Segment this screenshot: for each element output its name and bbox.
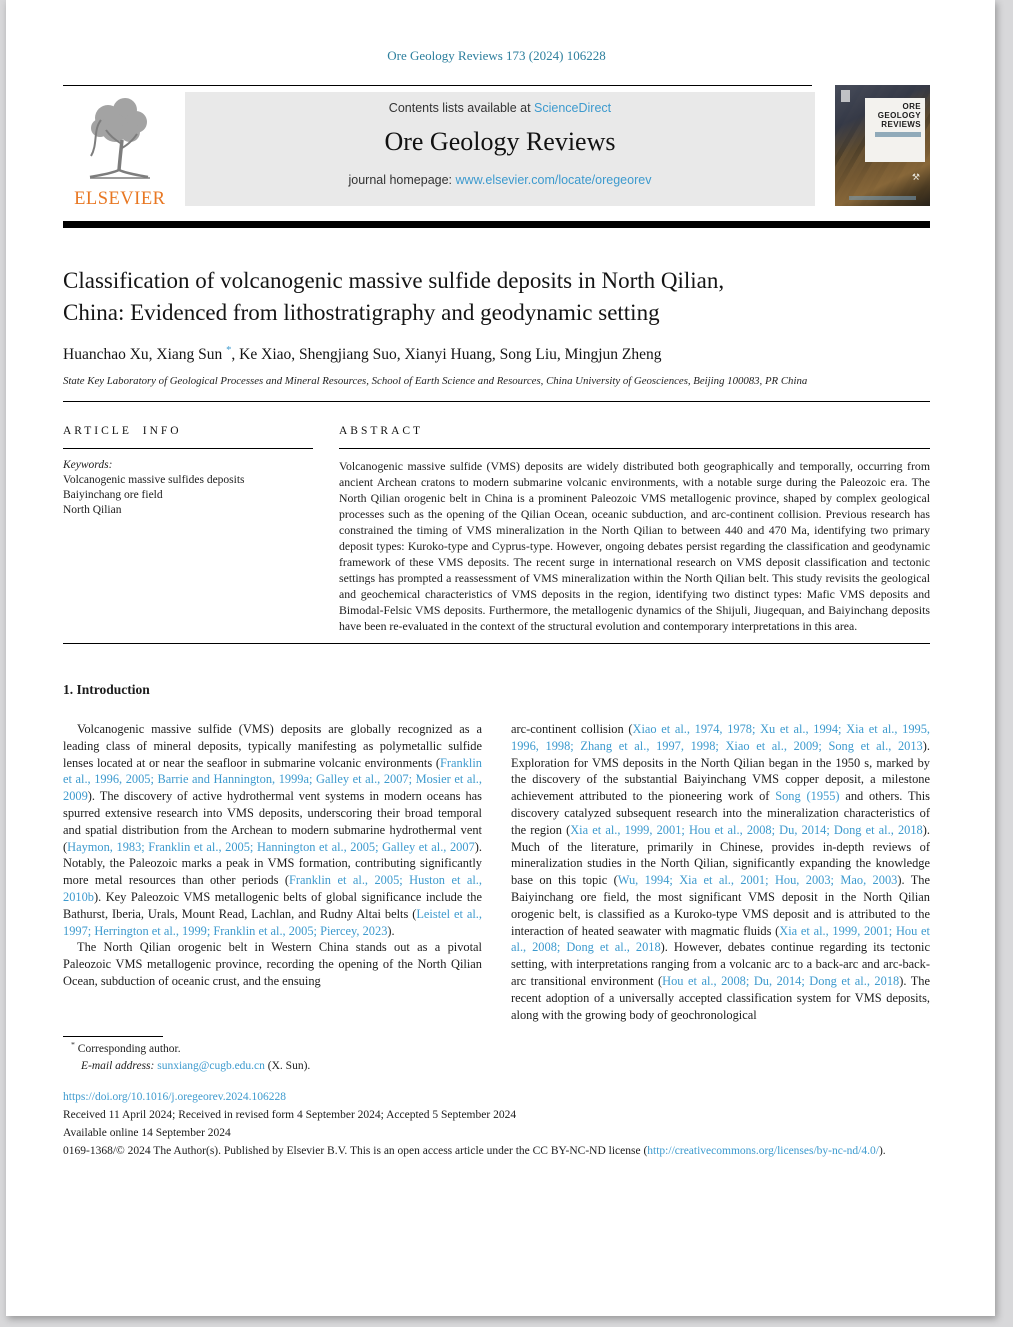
text-segment: ). Exploration for VMS deposits in the North Qilian began in the 1950 s, marked by the discovery of the substantial Baiyinchang VMS copper deposit, a milestone achievement attributed to the pioneering work of [511, 738, 930, 804]
body-text-columns [63, 721, 930, 1023]
inline-link[interactable]: Xia et al., 1999, 2001; Hou et al., 2008; Du, 2014; Dong et al., 2018 [570, 822, 923, 837]
text-segment: ). The recent adoption of a universally accepted classification system for VMS deposits, along with the growing body of geochronological [511, 973, 930, 1022]
cover-publisher-mark [841, 90, 850, 102]
doi-link[interactable]: https://doi.org/10.1016/j.oregeorev.2024.106228 [63, 1091, 286, 1104]
text-segment: ). Much of the literature, primarily in Chinese, provides in-depth reviews of mineralization studies in the North Qilian, significantly expanding the knowledge base on this topic ( [511, 822, 930, 888]
intro-paragraph-continued [511, 721, 930, 1023]
cover-footer-strip [849, 196, 916, 200]
inline-link[interactable]: Wu, 1994; Xia et al., 2001; Hou, 2003; Mao, 2003 [617, 873, 898, 888]
text-segment: ). However, debates continue regarding its tectonic setting, with interpretations ranging from a volcanic arc to a back-arc and arc-back-arc transitional environment ( [511, 940, 930, 988]
received-dates-line: Received 11 April 2024; Received in revised form 4 September 2024; Accepted 5 September 2024 [63, 1109, 517, 1122]
inline-link[interactable]: Xiao et al., 1974, 1978; Xu et al., 1994; Xia et al., 1995, 1996, 1998; Zhang et al., 1997, 1998; Xiao et al., 2009; Song et al., 2013 [511, 722, 930, 753]
intro-paragraph-1 [63, 721, 482, 939]
copyright-license-line [63, 1143, 930, 1160]
cover-subtitle-strip [875, 132, 921, 137]
abstract-heading: ABSTRACT [339, 425, 424, 437]
article-info-heading: ARTICLE INFO [63, 425, 182, 437]
abstract-column [339, 402, 930, 634]
journal-homepage-line [185, 173, 816, 187]
journal-masthead [63, 92, 930, 213]
text-segment: ). [387, 923, 395, 938]
inline-link[interactable]: ScienceDirect [534, 101, 612, 115]
text-segment: ). Notably, the Paleozoic marks a peak in VMS formation, contributing significantly more metal resources than other periods ( [63, 839, 482, 888]
keywords-label: Keywords: [63, 459, 113, 471]
inline-link[interactable]: Xia et al., 1999, 2001; Hou et al., 2008; Dong et al., 2018 [511, 923, 930, 955]
text-segment: 0169-1368/© 2024 The Author(s). Published by Elsevier B.V. This is an open access article under the CC BY-NC-ND license ( [63, 1145, 648, 1158]
article-title [63, 265, 930, 329]
text-segment: , Ke Xiao, Shengjiang Suo, Xianyi Huang, Song Liu, Mingjun Zheng [231, 346, 662, 363]
crossed-hammers-icon: ⚒ [911, 173, 920, 183]
right-column [511, 721, 930, 1023]
keyword-item: North Qilian [63, 504, 122, 516]
text-segment: The North Qilian orogenic belt in Western China stands out as a pivotal Paleozoic VMS metallogenic province, recording the opening of the North Qilian Ocean, subduction of oceanic crust, and the ensuing [63, 940, 482, 988]
intro-paragraph-2 [63, 939, 482, 989]
footnote-rule [63, 1036, 163, 1037]
text-segment: E-mail address: [81, 1060, 155, 1073]
text-segment: Volcanogenic massive sulfide (VMS) deposits are globally recognized as a leading class of mineral deposits, typically manifesting as polymetallic sulfide lenses located at or near the seafloor in submarine volcanic environments ( [63, 722, 482, 770]
text-segment: * [71, 1040, 75, 1050]
corresponding-author-note [63, 1041, 930, 1058]
header-top-rule [63, 85, 812, 86]
inline-link[interactable]: Song (1955) [775, 789, 840, 804]
inline-link[interactable]: Leistel et al., 1997; Herrington et al., 1999; Franklin et al., 2005; Piercey, 2023 [63, 906, 482, 938]
article-title-line1: Classification of volcanogenic massive sulfide deposits in North Qilian, [63, 268, 725, 293]
journal-citation: Ore Geology Reviews 173 (2024) 106228 [387, 48, 606, 63]
cover-title-box [865, 98, 925, 162]
affiliation-line: State Key Laboratory of Geological Processes and Mineral Resources, School of Earth Science and Resources, China University of Geosciences, Beijing 100083, PR China [63, 375, 808, 387]
keyword-item: Volcanogenic massive sulfides deposits [63, 474, 245, 486]
inline-link[interactable]: Haymon, 1983; Franklin et al., 2005; Hannington et al., 2005; Galley et al., 2007 [67, 839, 475, 854]
article-info-rule [63, 448, 313, 449]
text-segment: Corresponding author. [74, 1043, 181, 1056]
info-abstract-section [63, 402, 930, 634]
text-segment: journal homepage: [348, 173, 456, 187]
text-segment: and others. This discovery catalyzed subsequent research into the mineralization characteristics of the region ( [511, 789, 930, 837]
text-segment: arc-continent collision ( [511, 722, 633, 736]
inline-link[interactable]: www.elsevier.com/locate/oregeorev [455, 173, 652, 187]
inline-link[interactable]: sunxiang@cugb.edu.cn [157, 1060, 265, 1073]
abstract-text: Volcanogenic massive sulfide (VMS) deposits are widely distributed both geographically and temporally, occurring from ancient Archean cratons to modern submarine volcanic environments, with a notable surge during the Paleozoic era. The North Qilian orogenic belt in China is a prominent Paleozoic VMS metallogenic province, shaped by complex geological processes such as the opening of the Qilian Ocean, oceanic subduction, and arc-continent collision. Previous research has constrained the timing of VMS mineralization in the North Qilian to between 440 and 470 Ma, identifying two primary deposit types: Kuroko-type and Cyprus-type. However, ongoing debates persist regarding the classification and geodynamic framework of these VMS deposits. The recent surge in international research on VMS deposit classification and tectonic settings has prompted a reassessment of VMS mineralization within the North Qilian belt. This study revisits the geological and geochemical characteristics of VMS deposits in the region, identifying two distinct types: Mafic VMS deposits and Bimodal-Felsic VMS deposits. Furthermore, the metallogenic dynamics of the Shijuli, Jiugequan, and Baiyinchang deposits have been re-evaluated in the context of the structural evolution and contemporary interpretations in this area. [339, 459, 930, 633]
inline-link[interactable]: Franklin et al., 1996, 2005; Barrie and Hannington, 1999a; Galley et al., 2007; Mosier et al., 2009 [63, 755, 482, 804]
author-list [63, 346, 930, 364]
text-segment: ). The Baiyinchang ore field, the most significant VMS deposit in the North Qilian orogenic belt, is classified as a Kuroko-type VMS deposit and is attributed to the interaction of heated seawater with magmatic fluids ( [511, 873, 930, 938]
elsevier-logo[interactable] [63, 92, 177, 210]
article-page [6, 0, 995, 1316]
masthead-divider-bar [63, 221, 930, 228]
article-info-column [63, 402, 313, 634]
inline-link[interactable]: Franklin et al., 2005; Huston et al., 2010b [63, 873, 482, 904]
article-title-line2: China: Evidenced from lithostratigraphy and geodynamic setting [63, 300, 660, 325]
elsevier-wordmark: ELSEVIER [74, 189, 166, 209]
keywords-block [63, 458, 313, 518]
email-address-line [63, 1058, 930, 1075]
journal-cover-thumbnail[interactable] [835, 85, 930, 206]
inline-link[interactable]: Hou et al., 2008; Du, 2014; Dong et al., 2018 [662, 973, 900, 988]
text-segment: ). The discovery of active hydrothermal vent systems in modern oceans has spurred extensive research into VMS deposits, underscoring their broad temporal and spatial distribution from the Archean to modern submarine hydrothermal vent ( [63, 789, 482, 854]
text-segment: Contents lists available at [388, 101, 535, 115]
elsevier-tree-icon [70, 92, 170, 186]
text-segment: (X. Sun). [264, 1060, 311, 1073]
journal-title: Ore Geology Reviews [384, 127, 616, 156]
text-segment: ). Key Paleozoic VMS metallogenic belts of global significance include the Bathurst, Iberia, Urals, Mount Read, Lachlan, and Rudny Altai belts ( [63, 889, 482, 921]
left-column [63, 721, 482, 1023]
contents-available-line [185, 101, 816, 115]
doi-line [63, 1089, 930, 1106]
available-online-line: Available online 14 September 2024 [63, 1127, 231, 1140]
cover-title-line: ORE [902, 102, 921, 111]
abstract-bottom-rule [63, 643, 930, 644]
journal-banner [185, 92, 816, 206]
text-segment: ). [878, 1145, 886, 1158]
keyword-item: Baiyinchang ore field [63, 489, 163, 501]
cover-title-line: REVIEWS [881, 120, 921, 129]
section-heading-introduction: 1. Introduction [63, 682, 150, 697]
inline-link[interactable]: http://creativecommons.org/licenses/by-nc-nd/4.0/ [647, 1145, 879, 1158]
cover-title-line: GEOLOGY [877, 111, 921, 120]
inline-link[interactable]: * [226, 344, 232, 356]
text-segment: Huanchao Xu, Xiang Sun [63, 346, 223, 363]
abstract-rule [339, 448, 930, 449]
